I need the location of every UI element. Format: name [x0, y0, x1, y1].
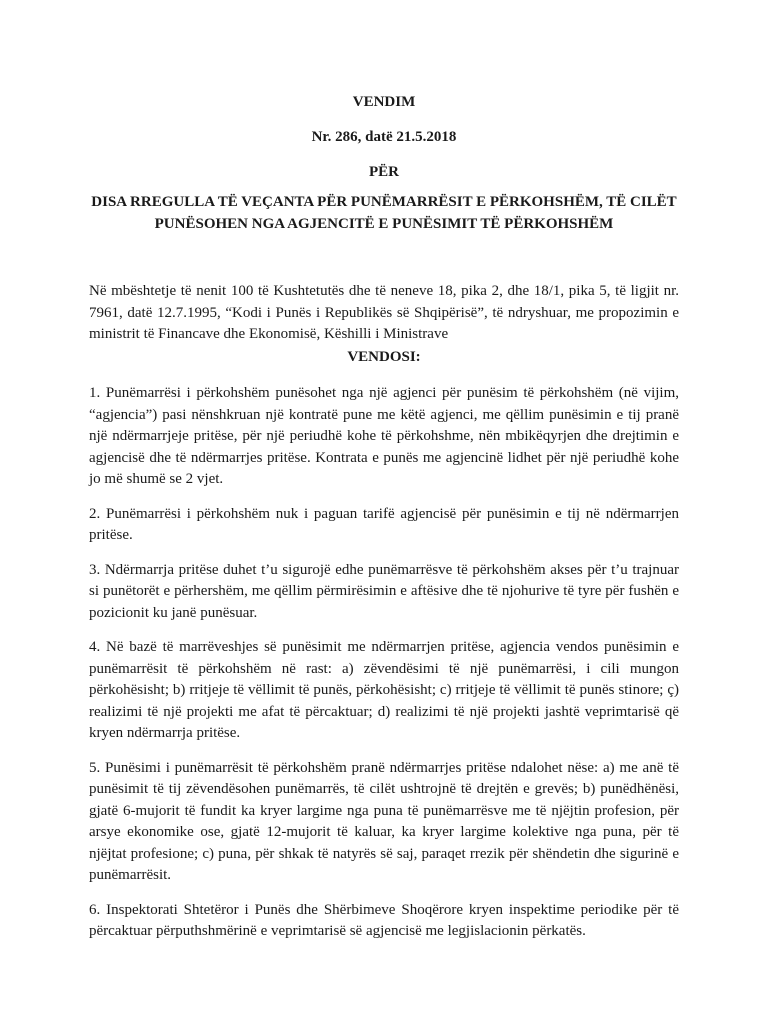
point-5: 5. Punësimi i punëmarrësit të përkohshëm pranë ndërmarrjes pritëse ndalohet nëse: a) me anë të punësimit të tij zëvendësohen punëmarrës, të cilët ushtrojnë të drejtën e grevës; b) punëdhënësi, gjatë 6-mujorit të fundit ka kryer largime nga puna të punëmarrësve me të njëjtin profesion, për arsye ekonomike ose, gjatë 12-mujorit të kaluar, ka kryer largime kolektive nga puna, për të njëjtat profesione; c) puna, për shkak të natyrës së saj, paraqet rrezik për shëndetin dhe sigurinë e punëmarrësit. — [89, 759, 679, 883]
decision-points — [89, 383, 679, 956]
preamble-paragraph: Në mbështetje të nenit 100 të Kushtetutës dhe të neneve 18, pika 2, dhe 18/1, pika 5, të ligjit nr. 7961, datë 12.7.1995, “Kodi i Punës i Republikës së Shqipërisë”, të ndryshuar, me propozimin e ministrit të Financave dhe Ekonomisë, Këshilli i Ministrave — [89, 283, 679, 342]
point-2: 2. Punëmarrësi i përkohshëm nuk i paguan tarifë agjencisë për punësimin e tij në ndërmarrjen pritëse. — [89, 505, 679, 543]
decided-heading: VENDOSI: — [347, 349, 421, 365]
per-heading: PËR — [369, 164, 399, 180]
point-1: 1. Punëmarrësi i përkohshëm punësohet nga një agjenci për punësim të përkohshëm (në vijim, “agjencia”) pasi nënshkruan një kontratë pune me këtë agjenci, me qëllim punësimin e tij pranë një ndërmarrjeje pritëse, për një periudhë kohe të përkohshme, nën mbikëqyrjen dhe drejtimin e agjencisë dhe të ndërmarrjes pritëse. Kontrata e punës me agjencinë lidhet për një periudhë kohe jo më shumë se 2 vjet. — [89, 385, 679, 487]
decision-heading: VENDIM — [352, 94, 416, 110]
point-3: 3. Ndërmarrja pritëse duhet t’u sigurojë edhe punëmarrësve të përkohshëm akses për t’u trajnuar si punëtorët e përhershëm, me qëllim përmirësimin e aftësive dhe të njohurive të tyre për fushën e pozicionit ku janë punësuar. — [89, 561, 679, 621]
point-4: 4. Në bazë të marrëveshjes së punësimit me ndërmarrjen pritëse, agjencia vendos punësimin e punëmarrësit të përkohshëm në rast: a) zëvendësimi të një punëmarrësi, i cili mungon përkohësisht; b) rritjeje të vëllimit të punës, përkohësisht; c) rritjeje të vëllimit të punës stinore; ç) realizimi të një projekti me afat të përcaktuar; d) realizimi të një projekti jashtë veprimtarisë që kryen ndërmarrja pritëse. — [89, 639, 679, 741]
point-6: 6. Inspektorati Shtetëror i Punës dhe Shërbimeve Shoqërore kryen inspektime periodike për të përcaktuar përputhshmërinë e veprimtarisë së agjencisë me legjislacionin përkatës. — [89, 901, 679, 939]
decision-title: DISA RREGULLA TË VEÇANTA PËR PUNËMARRËSIT E PËRKOHSHËM, TË CILËT PUNËSOHEN NGA AGJENCITË E PUNËSIMIT TË PËRKOHSHËM — [91, 194, 677, 232]
decision-number-date: Nr. 286, datë 21.5.2018 — [311, 129, 457, 145]
